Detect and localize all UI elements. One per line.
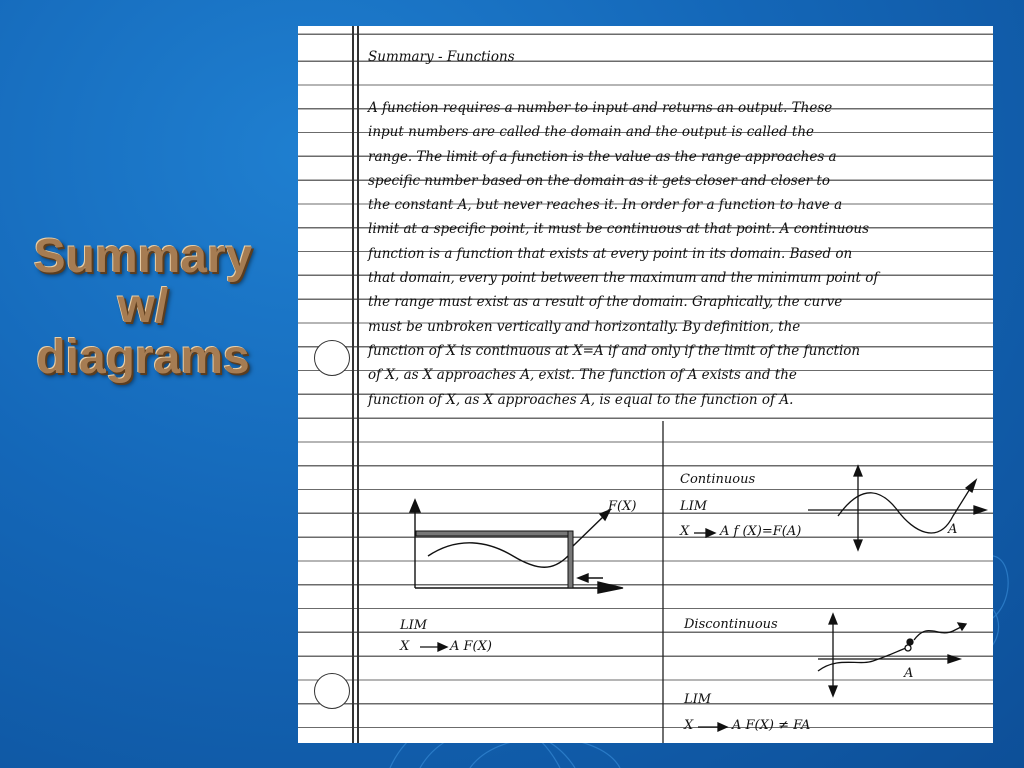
fx-label: F(X)	[608, 499, 637, 514]
slide-title-line-2: w/	[117, 280, 169, 334]
discontinuous-lim-label: LIM	[684, 692, 712, 707]
left-lim-expr: A F(X)	[450, 639, 492, 654]
note-line: A function requires a number to input and returns an output. These	[368, 100, 833, 116]
note-line: must be unbroken vertically and horizontally. By definition, the	[368, 318, 801, 335]
discontinuous-lim-arrow	[698, 723, 727, 731]
left-graph	[410, 500, 623, 593]
slide-title-line-3: diagrams	[36, 330, 250, 384]
discontinuous-graph	[818, 614, 966, 696]
note-line: function of X, as X approaches A, is equal to the function of A.	[368, 391, 794, 408]
note-line: that domain, every point between the maximum and the minimum point of	[368, 270, 879, 287]
discontinuous-axis-a: A	[904, 666, 914, 681]
note-line: function is a function that exists at every point in its domain. Based on	[368, 245, 853, 262]
continuous-lim-arrow	[694, 529, 715, 537]
continuous-graph	[808, 466, 986, 550]
left-lim-x: X	[400, 639, 410, 654]
diagram-sketches	[298, 26, 993, 743]
slide-title-line-1: Summary	[33, 230, 253, 283]
discontinuous-lim-expr: A F(X) ≠ FA	[732, 718, 811, 733]
continuous-lim-label: LIM	[680, 499, 708, 514]
note-line: limit at a specific point, it must be continuous at that point. A continuous	[368, 221, 870, 238]
continuous-axis-a: A	[948, 522, 958, 537]
note-line: range. The limit of a function is the value as the range approaches a	[368, 148, 837, 165]
continuous-lim-expr: A f (X)=F(A)	[720, 524, 802, 539]
note-line: input numbers are called the domain and the output is called the	[368, 124, 815, 141]
note-line: the range must exist as a result of the domain. Graphically, the curve	[368, 294, 843, 311]
note-line: the constant A, but never reaches it. In order for a function to have a	[368, 197, 843, 214]
discontinuous-label: Discontinuous	[684, 617, 778, 632]
left-lim-arrow	[420, 643, 447, 651]
left-lim-label: LIM	[400, 618, 428, 633]
discontinuous-lim-x: X	[684, 718, 694, 733]
note-line: specific number based on the domain as it gets closer and closer to	[368, 172, 830, 189]
note-line: of X, as X approaches A, exist. The function of A exists and the	[368, 367, 797, 384]
note-heading: Summary - Functions	[368, 49, 515, 65]
continuous-lim-x: X	[680, 524, 690, 539]
notebook-page-image	[298, 26, 993, 743]
slide-title	[18, 232, 268, 383]
continuous-label: Continuous	[680, 472, 756, 487]
note-line: function of X is continuous at X=A if and only if the limit of the function	[368, 342, 861, 359]
